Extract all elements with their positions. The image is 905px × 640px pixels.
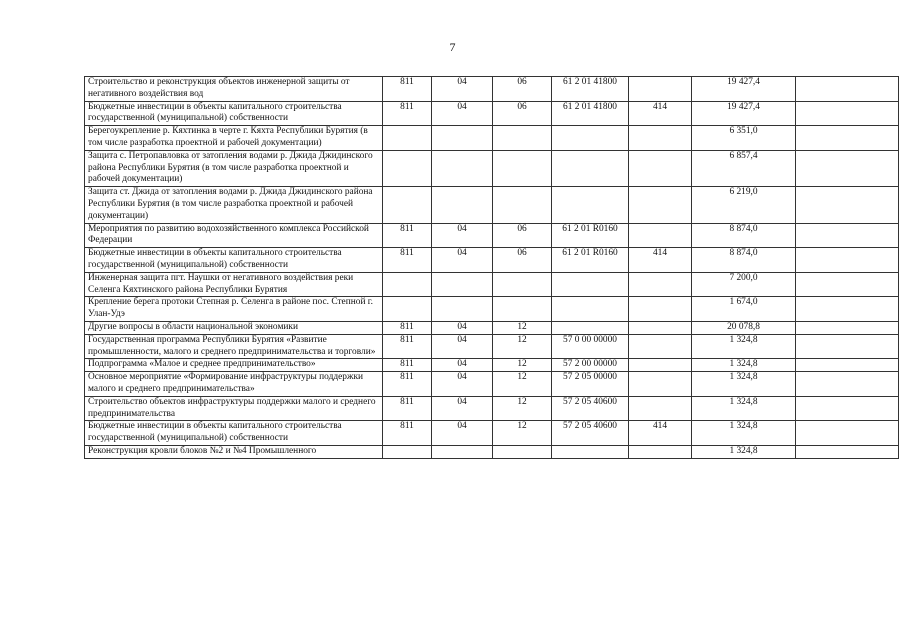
row-expense-type-cell — [629, 126, 692, 151]
row-extra-cell — [796, 359, 899, 372]
row-extra-cell — [796, 248, 899, 273]
row-amount-cell: 1 324,8 — [692, 421, 796, 446]
row-section-cell: 04 — [432, 359, 493, 372]
table-row — [85, 334, 899, 359]
row-target-article-cell: 57 2 05 00000 — [552, 372, 629, 397]
table-row — [85, 297, 899, 322]
row-name-cell: Бюджетные инвестиции в объекты капитального строительства государственной (муниципальной) собственности — [85, 421, 383, 446]
row-grbs-cell: 811 — [383, 421, 432, 446]
row-expense-type-cell: 414 — [629, 248, 692, 273]
row-section-cell — [432, 187, 493, 223]
row-expense-type-cell — [629, 359, 692, 372]
row-target-article-cell: 61 2 01 41800 — [552, 77, 629, 102]
row-amount-cell: 1 324,8 — [692, 445, 796, 458]
row-extra-cell — [796, 101, 899, 126]
row-expense-type-cell — [629, 445, 692, 458]
row-expense-type-cell — [629, 396, 692, 421]
row-target-article-cell: 61 2 01 R0160 — [552, 223, 629, 248]
row-subsection-cell: 06 — [493, 248, 552, 273]
row-target-article-cell — [552, 187, 629, 223]
row-subsection-cell: 12 — [493, 359, 552, 372]
row-subsection-cell — [493, 126, 552, 151]
row-expense-type-cell — [629, 321, 692, 334]
row-target-article-cell — [552, 272, 629, 297]
row-subsection-cell: 12 — [493, 396, 552, 421]
row-section-cell: 04 — [432, 321, 493, 334]
row-amount-cell: 1 324,8 — [692, 359, 796, 372]
row-subsection-cell — [493, 150, 552, 186]
table-row — [85, 101, 899, 126]
row-subsection-cell: 12 — [493, 372, 552, 397]
row-name-cell: Реконструкция кровли блоков №2 и №4 Промышленного — [85, 445, 383, 458]
row-name-cell: Бюджетные инвестиции в объекты капитального строительства государственной (муниципальной) собственности — [85, 101, 383, 126]
table-row — [85, 272, 899, 297]
row-name-cell: Берегоукрепление р. Кяхтинка в черте г. Кяхта Республики Бурятия (в том числе разработка проектной и рабочей документации) — [85, 126, 383, 151]
row-grbs-cell: 811 — [383, 101, 432, 126]
row-amount-cell: 19 427,4 — [692, 77, 796, 102]
row-name-cell: Подпрограмма «Малое и среднее предпринимательство» — [85, 359, 383, 372]
row-name-cell: Государственная программа Республики Бурятия «Развитие промышленности, малого и среднего предпринимательства и торговли» — [85, 334, 383, 359]
table-row — [85, 445, 899, 458]
row-grbs-cell — [383, 126, 432, 151]
row-extra-cell — [796, 187, 899, 223]
row-section-cell — [432, 272, 493, 297]
row-subsection-cell — [493, 445, 552, 458]
row-subsection-cell: 12 — [493, 334, 552, 359]
row-section-cell — [432, 126, 493, 151]
table-row — [85, 248, 899, 273]
row-expense-type-cell — [629, 150, 692, 186]
row-extra-cell — [796, 321, 899, 334]
table-row — [85, 396, 899, 421]
table-row — [85, 321, 899, 334]
table-row — [85, 359, 899, 372]
row-grbs-cell — [383, 272, 432, 297]
row-extra-cell — [796, 126, 899, 151]
table-row — [85, 223, 899, 248]
row-grbs-cell: 811 — [383, 223, 432, 248]
row-expense-type-cell: 414 — [629, 421, 692, 446]
row-name-cell: Защита с. Петропавловка от затопления водами р. Джида Джидинского района Республики Бурятия (в том числе разработка проектной и рабочей документации) — [85, 150, 383, 186]
row-target-article-cell — [552, 126, 629, 151]
row-name-cell: Строительство объектов инфраструктуры поддержки малого и среднего предпринимательства — [85, 396, 383, 421]
table-row — [85, 372, 899, 397]
row-section-cell — [432, 150, 493, 186]
row-amount-cell: 8 874,0 — [692, 223, 796, 248]
row-grbs-cell: 811 — [383, 396, 432, 421]
row-name-cell: Мероприятия по развитию водохозяйственного комплекса Российской Федерации — [85, 223, 383, 248]
row-subsection-cell: 12 — [493, 321, 552, 334]
row-target-article-cell — [552, 321, 629, 334]
row-section-cell: 04 — [432, 334, 493, 359]
row-extra-cell — [796, 272, 899, 297]
row-target-article-cell: 57 0 00 00000 — [552, 334, 629, 359]
row-section-cell: 04 — [432, 396, 493, 421]
row-section-cell: 04 — [432, 77, 493, 102]
row-amount-cell: 6 857,4 — [692, 150, 796, 186]
row-expense-type-cell — [629, 223, 692, 248]
row-extra-cell — [796, 223, 899, 248]
row-subsection-cell: 06 — [493, 101, 552, 126]
row-amount-cell: 8 874,0 — [692, 248, 796, 273]
row-section-cell — [432, 297, 493, 322]
row-section-cell — [432, 445, 493, 458]
row-section-cell: 04 — [432, 101, 493, 126]
row-extra-cell — [796, 421, 899, 446]
budget-table — [84, 76, 899, 459]
row-section-cell: 04 — [432, 421, 493, 446]
row-grbs-cell: 811 — [383, 248, 432, 273]
row-grbs-cell — [383, 187, 432, 223]
row-amount-cell: 1 324,8 — [692, 334, 796, 359]
row-amount-cell: 1 324,8 — [692, 396, 796, 421]
row-expense-type-cell: 414 — [629, 101, 692, 126]
row-subsection-cell — [493, 272, 552, 297]
page-number: 7 — [449, 40, 456, 54]
row-target-article-cell: 57 2 05 40600 — [552, 421, 629, 446]
row-target-article-cell — [552, 445, 629, 458]
row-extra-cell — [796, 372, 899, 397]
row-amount-cell: 6 219,0 — [692, 187, 796, 223]
row-subsection-cell: 12 — [493, 421, 552, 446]
table-row — [85, 126, 899, 151]
row-grbs-cell: 811 — [383, 372, 432, 397]
row-target-article-cell: 57 2 00 00000 — [552, 359, 629, 372]
row-grbs-cell: 811 — [383, 334, 432, 359]
budget-table-body — [85, 77, 899, 459]
row-target-article-cell — [552, 150, 629, 186]
row-target-article-cell — [552, 297, 629, 322]
row-grbs-cell — [383, 445, 432, 458]
row-expense-type-cell — [629, 187, 692, 223]
row-name-cell: Основное мероприятие «Формирование инфраструктуры поддержки малого и среднего предпринимательства» — [85, 372, 383, 397]
row-grbs-cell: 811 — [383, 321, 432, 334]
row-name-cell: Крепление берега протоки Степная р. Селенга в районе пос. Степной г. Улан-Удэ — [85, 297, 383, 322]
row-extra-cell — [796, 297, 899, 322]
row-subsection-cell — [493, 187, 552, 223]
row-amount-cell: 6 351,0 — [692, 126, 796, 151]
row-name-cell: Другие вопросы в области национальной экономики — [85, 321, 383, 334]
row-amount-cell: 1 324,8 — [692, 372, 796, 397]
row-name-cell: Строительство и реконструкция объектов инженерной защиты от негативного воздействия вод — [85, 77, 383, 102]
row-extra-cell — [796, 77, 899, 102]
row-subsection-cell — [493, 297, 552, 322]
row-grbs-cell — [383, 150, 432, 186]
row-expense-type-cell — [629, 77, 692, 102]
table-row — [85, 150, 899, 186]
table-row — [85, 77, 899, 102]
row-target-article-cell: 57 2 05 40600 — [552, 396, 629, 421]
row-extra-cell — [796, 334, 899, 359]
row-target-article-cell: 61 2 01 41800 — [552, 101, 629, 126]
row-amount-cell: 1 674,0 — [692, 297, 796, 322]
table-row — [85, 421, 899, 446]
row-subsection-cell: 06 — [493, 77, 552, 102]
row-target-article-cell: 61 2 01 R0160 — [552, 248, 629, 273]
row-name-cell: Бюджетные инвестиции в объекты капитального строительства государственной (муниципальной) собственности — [85, 248, 383, 273]
row-extra-cell — [796, 150, 899, 186]
row-amount-cell: 19 427,4 — [692, 101, 796, 126]
row-section-cell: 04 — [432, 223, 493, 248]
row-subsection-cell: 06 — [493, 223, 552, 248]
table-row — [85, 187, 899, 223]
row-expense-type-cell — [629, 272, 692, 297]
row-section-cell: 04 — [432, 248, 493, 273]
row-extra-cell — [796, 396, 899, 421]
row-amount-cell: 7 200,0 — [692, 272, 796, 297]
row-expense-type-cell — [629, 297, 692, 322]
row-grbs-cell — [383, 297, 432, 322]
row-grbs-cell: 811 — [383, 77, 432, 102]
row-amount-cell: 20 078,8 — [692, 321, 796, 334]
row-expense-type-cell — [629, 372, 692, 397]
row-grbs-cell: 811 — [383, 359, 432, 372]
row-extra-cell — [796, 445, 899, 458]
row-name-cell: Защита ст. Джида от затопления водами р. Джида Джидинского района Республики Бурятия (в том числе разработка проектной и рабочей документации) — [85, 187, 383, 223]
row-name-cell: Инженерная защита пгт. Наушки от негативного воздействия реки Селенга Кяхтинского района Республики Бурятия — [85, 272, 383, 297]
row-expense-type-cell — [629, 334, 692, 359]
row-section-cell: 04 — [432, 372, 493, 397]
